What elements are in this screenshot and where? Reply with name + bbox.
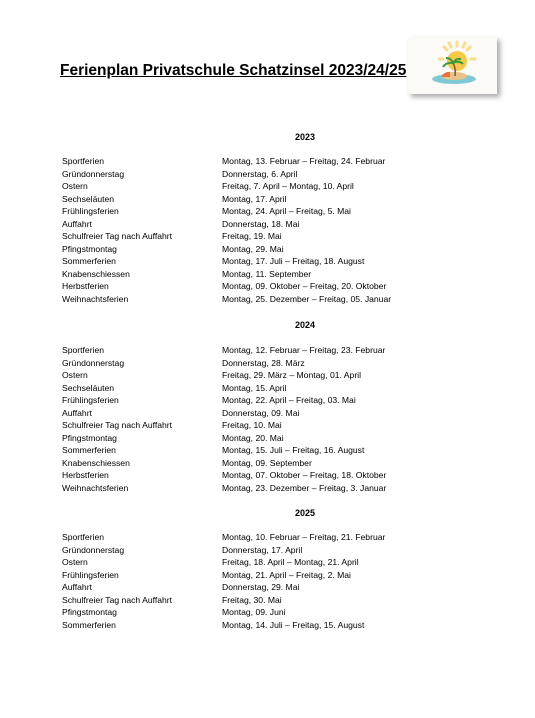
list-item xyxy=(62,280,462,293)
holiday-name: Sechseläuten xyxy=(62,193,115,204)
holiday-name: Ostern xyxy=(62,181,88,192)
list-item xyxy=(62,457,462,470)
holiday-date: Freitag, 18. April – Montag, 21. April xyxy=(222,557,359,568)
list-item xyxy=(62,469,462,482)
list-item xyxy=(62,382,462,395)
holiday-name: Herbstferien xyxy=(62,281,109,292)
holiday-date: Donnerstag, 18. Mai xyxy=(222,218,300,229)
holiday-name: Sechseläuten xyxy=(62,382,115,393)
holiday-date: Montag, 12. Februar – Freitag, 23. Februar xyxy=(222,345,386,355)
year-heading-2025: 2025 xyxy=(294,508,316,518)
holiday-date: Montag, 10. Februar – Freitag, 21. Februar xyxy=(222,532,386,542)
holiday-date: Montag, 15. Juli – Freitag, 16. August xyxy=(222,445,365,456)
holiday-name: Schulfreier Tag nach Auffahrt xyxy=(62,231,173,242)
holiday-date: Donnerstag, 17. April xyxy=(222,544,303,555)
list-item xyxy=(62,556,462,569)
holiday-name: Weihnachtsferien xyxy=(62,294,129,305)
holiday-name: Auffahrt xyxy=(62,582,92,593)
holiday-name: Schulfreier Tag nach Auffahrt xyxy=(62,420,173,431)
list-item xyxy=(62,243,462,256)
holiday-name: Frühlingsferien xyxy=(62,395,119,406)
holiday-date: Donnerstag, 29. Mai xyxy=(222,582,300,593)
holiday-name: Auffahrt xyxy=(62,407,92,418)
list-item xyxy=(62,168,462,181)
holiday-date: Montag, 23. Dezember – Freitag, 3. Januar xyxy=(222,483,387,494)
holiday-date: Donnerstag, 09. Mai xyxy=(222,407,300,418)
holiday-name: Knabenschiessen xyxy=(62,268,130,279)
list-item xyxy=(62,569,462,582)
holiday-name: Gründonnerstag xyxy=(62,357,125,368)
holiday-date: Montag, 17. April xyxy=(222,193,287,204)
list-item xyxy=(62,155,462,168)
holiday-date: Freitag, 29. März – Montag, 01. April xyxy=(222,370,361,381)
holiday-name: Schulfreier Tag nach Auffahrt xyxy=(62,594,173,605)
logo-image xyxy=(408,37,497,94)
list-item xyxy=(62,606,462,619)
holiday-date: Montag, 21. April – Freitag, 2. Mai xyxy=(222,569,351,580)
holiday-date: Montag, 15. April xyxy=(222,382,287,393)
holiday-date: Montag, 07. Oktober – Freitag, 18. Oktober xyxy=(222,470,387,481)
holiday-name: Pfingstmontag xyxy=(62,607,117,618)
list-item xyxy=(62,407,462,420)
holiday-name: Sommerferien xyxy=(62,445,116,456)
sun-island-icon xyxy=(408,37,497,94)
holiday-date: Montag, 17. Juli – Freitag, 18. August xyxy=(222,256,365,267)
holiday-name: Auffahrt xyxy=(62,218,92,229)
holiday-name: Herbstferien xyxy=(62,470,109,481)
list-item xyxy=(62,344,462,357)
holiday-date: Montag, 09. Oktober – Freitag, 20. Oktober xyxy=(222,281,387,292)
holiday-date: Montag, 29. Mai xyxy=(222,243,284,254)
holiday-list-2025 xyxy=(62,531,462,631)
page-title: Ferienplan Privatschule Schatzinsel 2023/24/25 xyxy=(60,62,407,79)
holiday-date: Montag, 24. April – Freitag, 5. Mai xyxy=(222,206,351,217)
holiday-date: Montag, 11. September xyxy=(222,268,312,279)
holiday-list-2024 xyxy=(62,344,462,495)
holiday-name: Frühlingsferien xyxy=(62,569,119,580)
holiday-date: Montag, 25. Dezember – Freitag, 05. Januar xyxy=(222,294,392,305)
list-item xyxy=(62,531,462,544)
year-heading-2023: 2023 xyxy=(294,132,316,142)
year-heading-2024: 2024 xyxy=(294,320,316,330)
holiday-date: Donnerstag, 28. März xyxy=(222,357,305,368)
holiday-list-2023 xyxy=(62,155,462,306)
list-item xyxy=(62,268,462,281)
list-item xyxy=(62,482,462,495)
holiday-date: Freitag, 19. Mai xyxy=(222,231,282,242)
holiday-name: Sportferien xyxy=(62,156,105,166)
list-item xyxy=(62,444,462,457)
list-item xyxy=(62,419,462,432)
holiday-name: Gründonnerstag xyxy=(62,544,125,555)
list-item xyxy=(62,357,462,370)
holiday-date: Montag, 14. Juli – Freitag, 15. August xyxy=(222,619,365,630)
list-item xyxy=(62,619,462,632)
holiday-date: Montag, 13. Februar – Freitag, 24. Februar xyxy=(222,156,386,166)
holiday-name: Weihnachtsferien xyxy=(62,483,129,494)
holiday-name: Gründonnerstag xyxy=(62,168,125,179)
list-item xyxy=(62,544,462,557)
holiday-date: Montag, 20. Mai xyxy=(222,432,284,443)
holiday-name: Knabenschiessen xyxy=(62,457,130,468)
list-item xyxy=(62,432,462,445)
holiday-name: Sommerferien xyxy=(62,619,116,630)
holiday-name: Pfingstmontag xyxy=(62,243,117,254)
holiday-name: Ostern xyxy=(62,370,88,381)
holiday-date: Freitag, 7. April – Montag, 10. April xyxy=(222,181,354,192)
holiday-date: Donnerstag, 6. April xyxy=(222,168,298,179)
list-item xyxy=(62,193,462,206)
list-item xyxy=(62,293,462,306)
holiday-date: Montag, 09. Juni xyxy=(222,607,286,618)
holiday-name: Sportferien xyxy=(62,345,105,355)
list-item xyxy=(62,230,462,243)
list-item xyxy=(62,394,462,407)
holiday-date: Freitag, 10. Mai xyxy=(222,420,282,431)
holiday-date: Montag, 09. September xyxy=(222,457,312,468)
list-item xyxy=(62,205,462,218)
holiday-name: Frühlingsferien xyxy=(62,206,119,217)
holiday-name: Ostern xyxy=(62,557,88,568)
holiday-name: Pfingstmontag xyxy=(62,432,117,443)
list-item xyxy=(62,180,462,193)
list-item xyxy=(62,218,462,231)
list-item xyxy=(62,369,462,382)
list-item xyxy=(62,255,462,268)
list-item xyxy=(62,581,462,594)
holiday-date: Freitag, 30. Mai xyxy=(222,594,282,605)
list-item xyxy=(62,594,462,607)
holiday-name: Sommerferien xyxy=(62,256,116,267)
holiday-date: Montag, 22. April – Freitag, 03. Mai xyxy=(222,395,356,406)
holiday-name: Sportferien xyxy=(62,532,105,542)
